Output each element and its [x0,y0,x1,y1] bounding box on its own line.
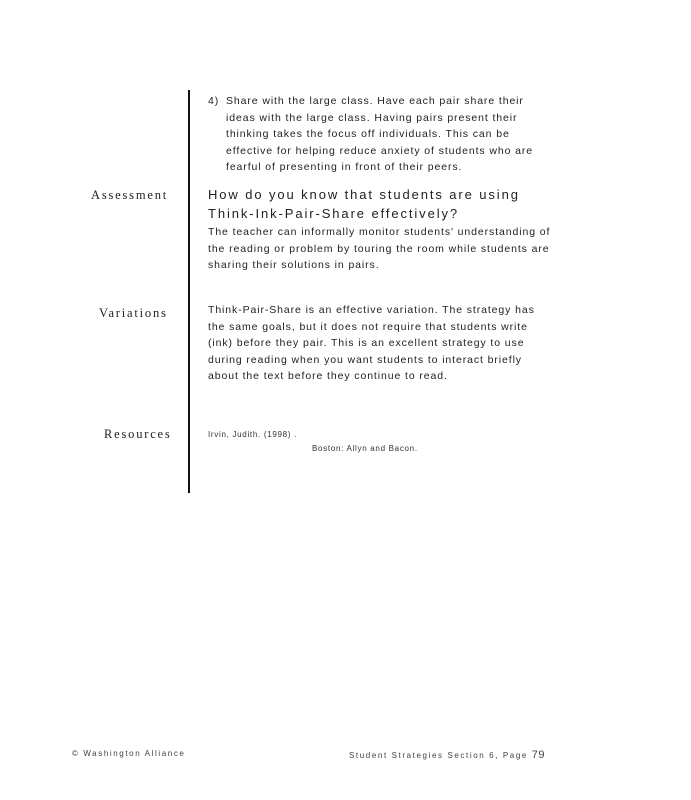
page-number: 79 [531,749,546,761]
variations-text: Think-Pair-Share is an effective variation. The strategy has the same goals, but it does not require that students write (ink) before they pair. This is an excellent strategy to use during reading when you want students to interact briefly about the text before they continue to read. [208,304,535,382]
assessment-label: Assessment [91,188,169,202]
list-item [208,93,553,176]
footer-page-info [349,749,545,761]
resources-label: Resources [104,427,172,441]
assessment-text: The teacher can informally monitor students' understanding of the reading or problem by touring the room while students are sharing their solutions in pairs. [208,226,551,271]
assessment-question: How do you know that students are using Think-Ink-Pair-Share effectively? [208,187,520,221]
vertical-divider [188,90,190,493]
assessment-section [208,185,553,274]
citation-publisher: Boston: Allyn and Bacon. [312,444,418,453]
footer-copyright: © Washington Alliance [72,749,186,758]
footer-section-text: Student Strategies Section 6, Page [349,751,528,760]
variations-label: Variations [99,306,168,320]
variations-section [208,302,553,385]
resources-section [208,430,553,453]
step-text: Share with the large class. Have each pair share their ideas with the large class. Having pairs present their thinking takes the focus off individuals. This can be effective for helping reduce anxiety of students who are fearful of presenting in front of their peers. [226,95,534,173]
citation-author: Irvin, Judith. (1998) . [208,430,298,439]
step-4-block [208,93,553,176]
list-number: 4) [208,95,220,107]
